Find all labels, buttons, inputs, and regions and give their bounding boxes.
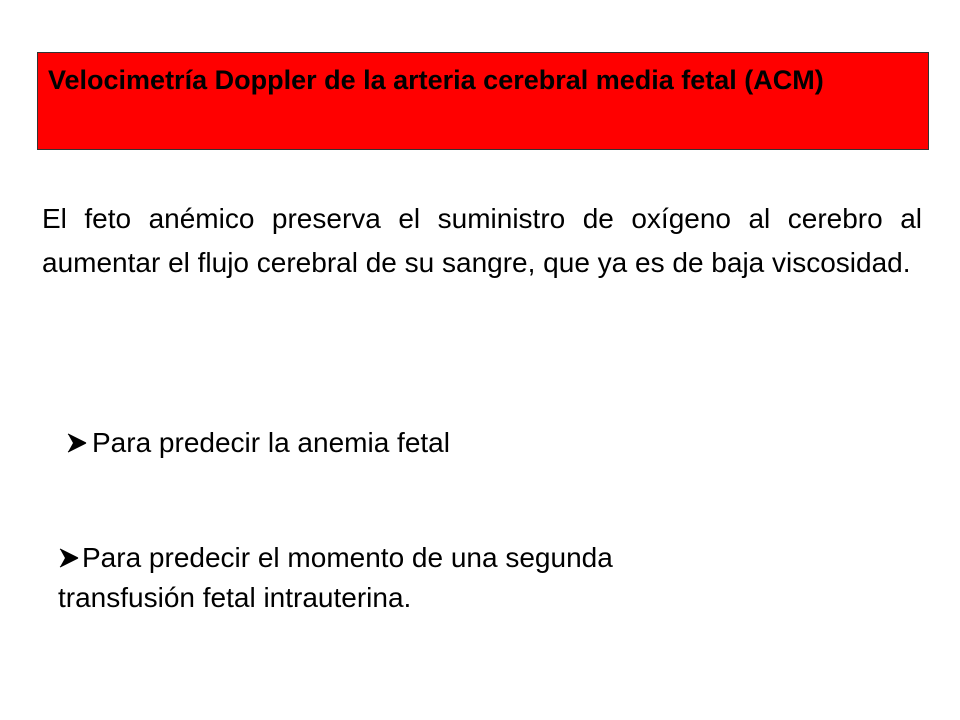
arrow-bullet-icon	[58, 548, 80, 568]
slide-title-box	[37, 52, 929, 150]
bullet-item-predict-transfusion	[58, 538, 918, 618]
intro-paragraph: El feto anémico preserva el suministro de oxígeno al cerebro al aumentar el flujo cerebral de su sangre, que ya es de baja viscosidad.	[42, 203, 922, 278]
bullet-item-predict-anemia	[66, 423, 952, 463]
bullet-text: Para predecir la anemia fetal	[92, 427, 450, 458]
arrow-bullet-icon	[66, 433, 88, 453]
bullet-text-line-2: transfusión fetal intrauterina.	[58, 582, 412, 613]
bullet-text-line-1: Para predecir el momento de una segunda	[82, 542, 613, 573]
slide-title: Velocimetría Doppler de la arteria cerebral media fetal (ACM)	[48, 65, 824, 95]
